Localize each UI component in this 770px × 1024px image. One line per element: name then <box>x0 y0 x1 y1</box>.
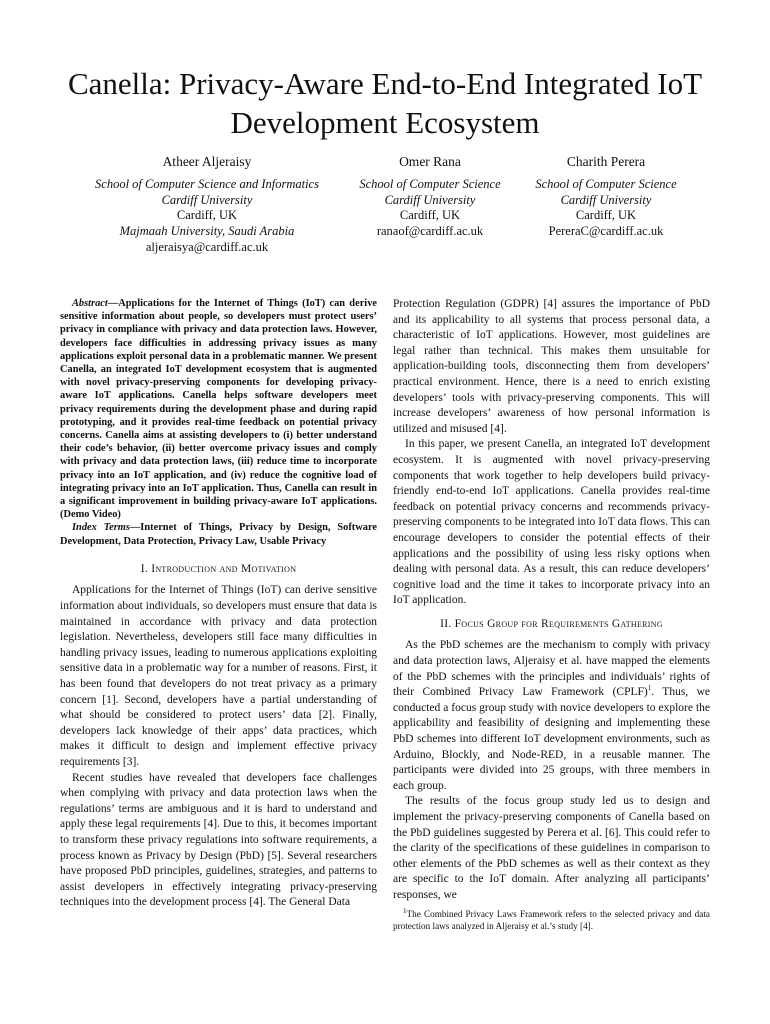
body-paragraph: Applications for the Internet of Things (IoT) can derive sensitive information about individuals, so developers must ensure that data is maintained in accordance with privacy and data protection legislation. Nevertheless, developers still face many difficulties in handling privacy issues, leading to numerous applications exploiting sensitive data in a problematic way for a number of reasons. First, it has been found that developers do not treat privacy as a primary concern [1]. Second, developers have a partial understanding of what should be considered to protect users’ data [2]. Finally, developers lack knowledge of their apps’ data practices, which makes it difficult to design and implement effective privacy requirements [3]. <box>60 584 377 768</box>
author-block-3 <box>524 154 688 240</box>
index-terms <box>60 521 377 547</box>
author-email: aljeraisya@cardiff.ac.uk <box>145 239 269 254</box>
author-affiliation: School of Computer Science <box>359 176 501 191</box>
body-text: . Thus, we conducted a focus group study with novice developers to explore the applicability and feasibility of designing and implementing these PbD schemes into different IoT development environments, such as Arduino, Blockly, and Node-RED, in a reusable manner. The participants were divided into 25 groups, with three members in each group. <box>393 686 710 792</box>
author-location: Cardiff, UK <box>575 208 637 223</box>
body-paragraph: The results of the focus group study led us to design and implement the privacy-preserving components of Canella based on the PbD guidelines suggested by Perera et al. [6]. This could refer to the clarity of the specifications of these guidelines in comparison to other elements of the PbD schemes as well as their context as they are specific to the IoT domain. After analyzing all participants’ responses, we <box>393 795 710 901</box>
paper-title: Canella: Privacy-Aware End-to-End Integrated IoT Development Ecosystem <box>67 66 703 140</box>
body-paragraph <box>393 638 710 794</box>
author-email: PereraC@cardiff.ac.uk <box>548 224 664 239</box>
author-affiliation: Cardiff University <box>161 192 253 207</box>
author-affiliation: Cardiff University <box>384 192 476 207</box>
abstract-text: —Applications for the Internet of Things (IoT) can derive sensitive information about people, so developers must protect users’ privacy in compliance with privacy and data protection laws. However, developers face difficulties in addressing privacy issues as many applications exploit personal data in a problematic manner. We present Canella, an integrated IoT development ecosystem that is augmented with novel privacy-preserving components for developing privacy-aware IoT applications. Canella helps software developers meet privacy requirements during the development phase and during rapid prototyping, and it provides real-time feedback on potential privacy concerns. Canella aims at assisting developers to (i) better understand their code’s behavior, (ii) better overcome privacy issues and comply with privacy and data protection laws, (iii) reduce time to incorporate privacy into an IoT application, and (iv) reduce the cognitive load of integrating privacy into an IoT application. Thus, Canella can result in a significant improvement in building privacy-aware IoT applications. (Demo Video) <box>60 298 377 521</box>
footnote-text: The Combined Privacy Laws Framework refers to the selected privacy and data protection laws analyzed in Aljeraisy et al.’s study [4]. <box>393 908 710 931</box>
author-block-1 <box>78 154 336 256</box>
author-name: Charith Perera <box>566 154 646 169</box>
body-paragraph-continued: Protection Regulation (GDPR) [4] assures the importance of PbD and its applicability to all systems that process personal data, a characteristic of IoT applications. However, most guidelines are legal rather than technical. This makes them unsuitable for application-building tools, disconnecting them from developers’ practical environment. Hence, there is a need to enrich existing developers’ tools with privacy-preserving components. This will increase developers’ awareness of how personal information is utilized and misused [4]. <box>393 298 710 435</box>
author-affiliation: Majmaah University, Saudi Arabia <box>119 224 295 239</box>
index-terms-label: Index Terms <box>72 522 130 534</box>
index-terms-text: —Internet of Things, Privacy by Design, Software Development, Data Protection, Privacy Law, Usable Privacy <box>60 522 377 547</box>
author-affiliation: School of Computer Science and Informatics <box>95 176 319 191</box>
abstract-label: Abstract <box>72 298 108 309</box>
body-paragraph: Recent studies have revealed that developers face challenges when complying with privacy and data protection laws when the regulations’ terms are ambiguous and it is hard to understand and apply these legal requirements [4]. Due to this, it becomes important to transform these privacy regulations into software requirements, a process known as Privacy by Design (PbD) [5]. Several researchers have proposed PbD principles, guidelines, strategies, and patterns to assist developers in effectively integrating privacy-preserving techniques into the development process [4]. The General Data <box>60 771 377 909</box>
abstract <box>60 297 377 521</box>
body-text: As the PbD schemes are the mechanism to comply with privacy and data protection laws, Aljeraisy et al. have mapped the elements of the PbD schemes with the principles and individuals’ rights of their Combined Privacy Law Framework (CPLF) <box>393 639 710 699</box>
body-paragraph: In this paper, we present Canella, an integrated IoT development ecosystem. It is augmented with novel privacy-preserving components that work together to help developers build privacy-friendly end-to-end IoT applications. Canella provides real-time feedback on potential privacy concerns and recommends privacy-preserving components to be integrated into IoT data flows. This can encourage developers to consider the potential effects of their applications and the possibility of using less risky options when dealing with personal data. As a result, this can reduce developers’ cognitive load and the time it takes to incorporate privacy into an IoT application. <box>393 438 710 607</box>
author-location: Cardiff, UK <box>176 208 238 223</box>
author-block-2 <box>350 154 510 240</box>
author-name: Omer Rana <box>399 154 461 169</box>
author-location: Cardiff, UK <box>399 208 461 223</box>
author-affiliation: Cardiff University <box>560 192 652 207</box>
right-column <box>393 297 710 932</box>
left-column <box>60 297 377 911</box>
author-affiliation: School of Computer Science <box>535 176 677 191</box>
footnote-number: 1 <box>403 906 407 915</box>
author-name: Atheer Aljeraisy <box>162 154 252 169</box>
author-email: ranaof@cardiff.ac.uk <box>376 224 484 239</box>
footnote <box>393 908 710 932</box>
section-heading-introduction: I. Introduction and Motivation <box>140 562 297 575</box>
footnote-marker: 1 <box>647 684 652 693</box>
section-heading-focus-group: II. Focus Group for Requirements Gathering <box>440 617 663 630</box>
